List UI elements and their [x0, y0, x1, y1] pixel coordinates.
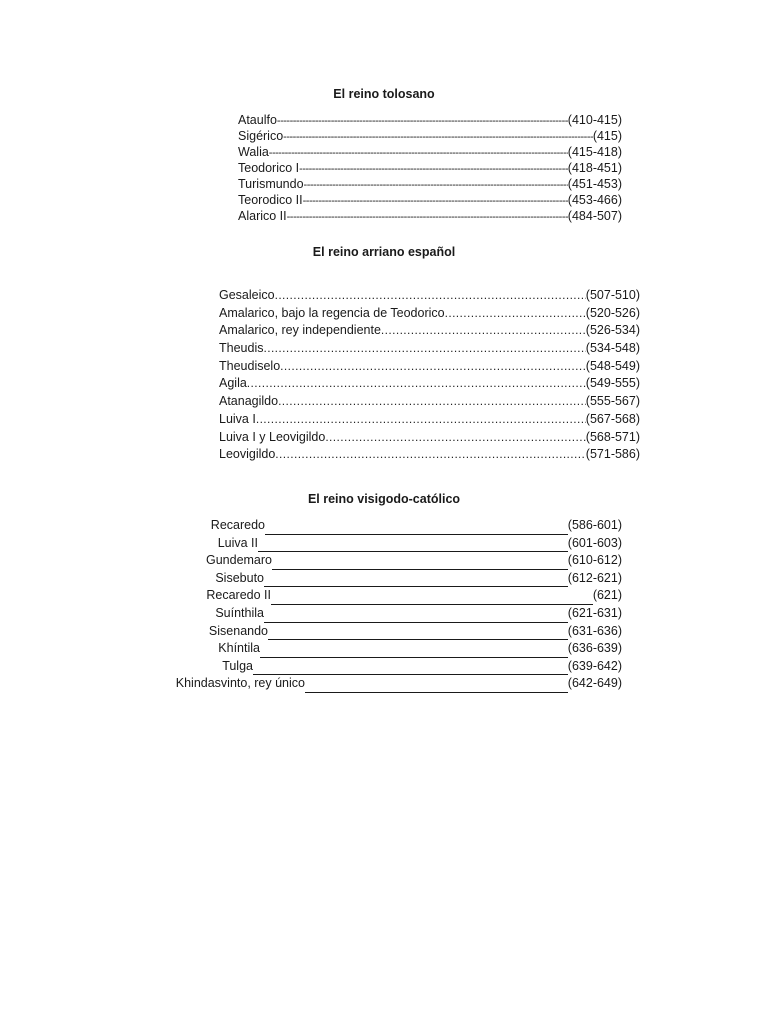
king-name: Sigérico	[238, 129, 284, 143]
reign-dates: (548-549)	[585, 358, 640, 373]
king-name: Agila	[219, 376, 247, 391]
underline-leader	[258, 541, 568, 553]
underline-leader	[265, 524, 568, 536]
reign-dates: (526-534)	[585, 323, 640, 338]
dot-leader	[247, 376, 586, 390]
king-row	[219, 394, 640, 412]
reign-dates: (567-568)	[585, 411, 640, 426]
reign-dates: (549-555)	[585, 376, 640, 391]
underline-leader	[268, 629, 568, 641]
underline-leader	[260, 647, 568, 659]
king-row	[170, 553, 622, 571]
king-name: Luiva I	[219, 411, 256, 426]
king-list-reino-arriano	[219, 288, 640, 465]
king-row	[219, 359, 640, 377]
king-name: Teorodico II	[238, 193, 303, 207]
dash-leader	[304, 177, 568, 191]
king-row	[238, 177, 622, 193]
reign-dates: (631-636)	[567, 623, 622, 638]
dot-leader	[381, 323, 586, 337]
reign-dates: (534-548)	[585, 341, 640, 356]
king-row	[238, 145, 622, 161]
king-row	[219, 323, 640, 341]
underline-leader	[264, 576, 568, 588]
king-name: Theudiselo	[219, 358, 281, 373]
king-name: Walia	[238, 145, 269, 159]
dash-leader	[287, 209, 568, 223]
dash-leader	[303, 193, 568, 207]
king-name: Suínthila	[215, 605, 264, 620]
king-row	[170, 641, 622, 659]
king-name: Recaredo II	[206, 588, 271, 603]
king-row	[238, 129, 622, 145]
reign-dates: (621-631)	[567, 605, 622, 620]
king-row	[170, 624, 622, 642]
reign-dates: (453-466)	[567, 193, 622, 207]
king-name: Luiva II	[217, 535, 258, 550]
king-name: Theudis	[219, 341, 264, 356]
king-name: Amalarico, bajo la regencia de Teodorico	[219, 305, 445, 320]
dash-leader	[277, 113, 568, 127]
underline-leader	[253, 664, 568, 676]
king-row	[219, 447, 640, 465]
king-row	[219, 288, 640, 306]
reign-dates: (612-621)	[567, 570, 622, 585]
king-name: Sisenando	[208, 623, 268, 638]
reign-dates: (568-571)	[585, 429, 640, 444]
king-row	[219, 376, 640, 394]
dot-leader	[325, 430, 585, 444]
king-name: Ataulfo	[238, 113, 277, 127]
reign-dates: (418-451)	[567, 161, 622, 175]
dot-leader	[275, 288, 586, 302]
reign-dates: (571-586)	[585, 447, 640, 462]
reign-dates: (586-601)	[567, 518, 622, 532]
king-row	[170, 606, 622, 624]
king-list-reino-visigodo-catolico	[170, 518, 622, 694]
king-name: Atanagildo	[219, 394, 279, 409]
king-row	[219, 306, 640, 324]
king-list-reino-tolosano	[238, 113, 622, 225]
dot-leader	[263, 341, 585, 355]
underline-leader	[272, 559, 568, 571]
king-name: Gesaleico	[219, 288, 275, 302]
section-title-reino-tolosano: El reino tolosano	[333, 87, 435, 101]
king-row	[238, 193, 622, 209]
king-name: Amalarico, rey independiente	[219, 323, 381, 338]
king-name: Alarico II	[238, 209, 287, 223]
underline-leader	[264, 612, 568, 624]
dash-leader	[299, 161, 568, 175]
king-row	[170, 518, 622, 536]
dot-leader	[278, 394, 586, 408]
section-title-reino-arriano: El reino arriano español	[312, 245, 456, 259]
dot-leader	[280, 359, 586, 373]
reign-dates: (639-642)	[567, 658, 622, 673]
king-name: Gundemaro	[205, 553, 272, 568]
king-name: Luiva I y Leovigildo	[219, 429, 326, 444]
king-name: Leovigildo	[219, 447, 276, 462]
king-row	[170, 571, 622, 589]
king-row	[219, 412, 640, 430]
king-name: Recaredo	[210, 518, 265, 532]
reign-dates: (601-603)	[567, 535, 622, 550]
dash-leader	[283, 129, 593, 143]
king-name: Sisebuto	[215, 570, 264, 585]
king-name: Khíntila	[218, 641, 260, 656]
reign-dates: (415-418)	[567, 145, 622, 159]
king-row	[219, 341, 640, 359]
reign-dates: (636-639)	[567, 641, 622, 656]
king-row	[170, 676, 622, 694]
reign-dates: (415)	[592, 129, 622, 143]
reign-dates: (520-526)	[585, 305, 640, 320]
reign-dates: (642-649)	[567, 676, 622, 691]
king-row	[170, 588, 622, 606]
reign-dates: (484-507)	[567, 209, 622, 223]
reign-dates: (410-415)	[567, 113, 622, 127]
king-row	[238, 161, 622, 177]
underline-leader	[271, 594, 593, 606]
underline-leader	[305, 682, 568, 694]
king-row	[170, 536, 622, 554]
king-name: Khindasvinto, rey único	[175, 676, 305, 691]
reign-dates: (621)	[592, 588, 622, 603]
dot-leader	[445, 306, 586, 320]
reign-dates: (451-453)	[567, 177, 622, 191]
dash-leader	[269, 145, 568, 159]
king-row	[238, 209, 622, 225]
king-name: Tulga	[222, 658, 253, 673]
king-row	[170, 659, 622, 677]
king-row	[238, 113, 622, 129]
king-name: Turismundo	[238, 177, 304, 191]
reign-dates: (507-510)	[585, 288, 640, 302]
dot-leader	[256, 412, 586, 426]
king-name: Teodorico I	[238, 161, 300, 175]
reign-dates: (610-612)	[567, 553, 622, 568]
section-title-reino-visigodo-catolico: El reino visigodo-católico	[307, 492, 461, 506]
dot-leader	[275, 447, 586, 461]
king-row	[219, 430, 640, 448]
reign-dates: (555-567)	[585, 394, 640, 409]
